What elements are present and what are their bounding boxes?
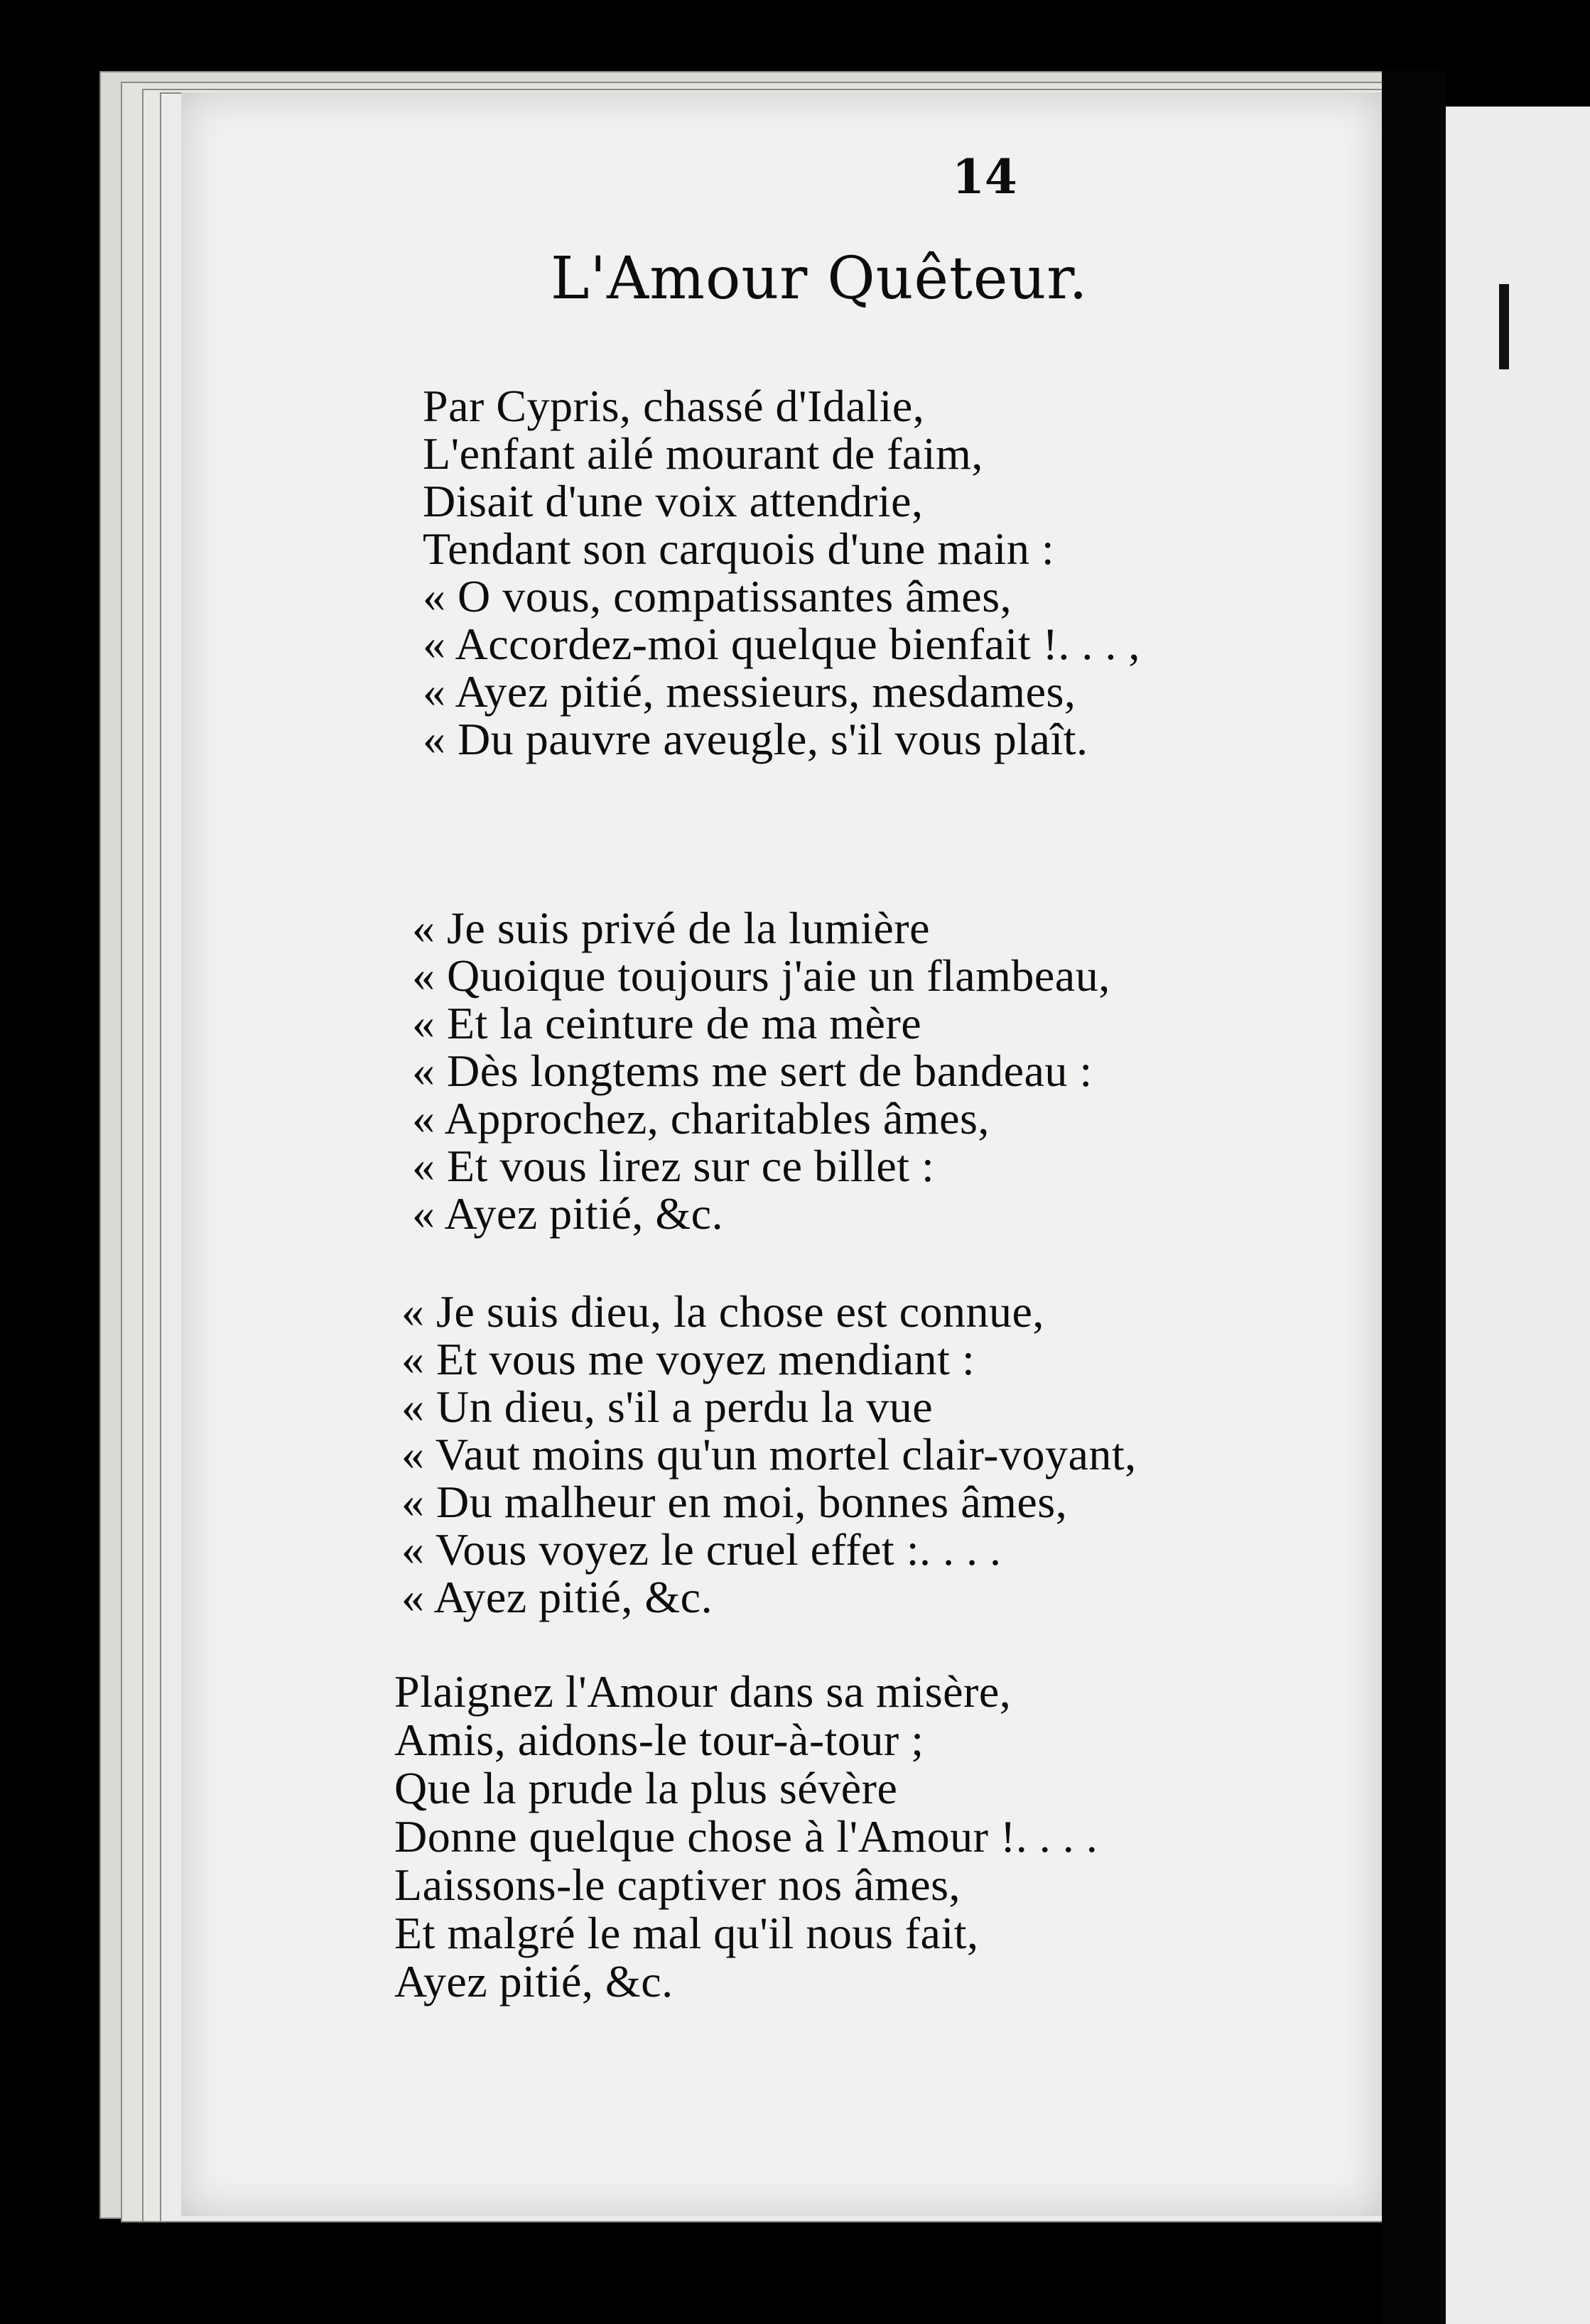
poem-line: « Du malheur en moi, bonnes âmes, [401, 1477, 1068, 1527]
poem-line: « Vaut moins qu'un mortel clair-voyant, [401, 1429, 1137, 1479]
poem-line: « Du pauvre aveugle, s'il vous plaît. [423, 714, 1088, 764]
poem-line: « Vous voyez le cruel effet :. . . . [401, 1524, 1002, 1575]
poem-title: L'Amour Quêteur. [551, 245, 1088, 313]
adjacent-page-letter-fragment [1499, 284, 1509, 369]
book-binding [1382, 71, 1446, 2324]
poem-line: « Je suis privé de la lumière [412, 903, 930, 953]
poem-line: « Et vous lirez sur ce billet : [412, 1141, 935, 1191]
poem-line: Et malgré le mal qu'il nous fait, [394, 1908, 979, 1958]
poem-line: « Je suis dieu, la chose est connue, [401, 1286, 1044, 1337]
poem-line: Tendant son carquois d'une main : [423, 523, 1055, 574]
poem-line: « Et vous me voyez mendiant : [401, 1334, 975, 1384]
poem-line: Disait d'une voix attendrie, [423, 476, 924, 526]
poem-line: « Un dieu, s'il a perdu la vue [401, 1381, 934, 1432]
poem-line: « Quoique toujours j'aie un flambeau, [412, 950, 1110, 1001]
poem-line: « Accordez-moi quelque bienfait !. . . , [423, 619, 1140, 669]
poem-line: Amis, aidons-le tour-à-tour ; [394, 1715, 924, 1765]
poem-line: « Ayez pitié, &c. [412, 1188, 724, 1239]
poem-line: « Ayez pitié, messieurs, mesdames, [423, 666, 1076, 717]
book-page [181, 92, 1382, 2216]
poem-line: « Dès longtems me sert de bandeau : [412, 1046, 1093, 1096]
poem-line: Que la prude la plus sévère [394, 1763, 898, 1813]
adjacent-page [1446, 107, 1590, 2324]
poem-line: « Approchez, charitables âmes, [412, 1093, 990, 1144]
poem-line: L'enfant ailé mourant de faim, [423, 428, 983, 479]
page-number: 14 [952, 149, 1017, 205]
poem-line: Plaignez l'Amour dans sa misère, [394, 1666, 1012, 1717]
poem-line: « Et la ceinture de ma mère [412, 998, 922, 1048]
poem-line: Laissons-le captiver nos âmes, [394, 1859, 961, 1910]
poem-line: Par Cypris, chassé d'Idalie, [423, 381, 925, 431]
page-content [181, 92, 1382, 2216]
poem-line: « Ayez pitié, &c. [401, 1572, 713, 1622]
poem-line: Ayez pitié, &c. [394, 1956, 674, 2007]
poem-line: Donne quelque chose à l'Amour !. . . . [394, 1811, 1098, 1862]
poem-line: « O vous, compatissantes âmes, [423, 571, 1012, 621]
